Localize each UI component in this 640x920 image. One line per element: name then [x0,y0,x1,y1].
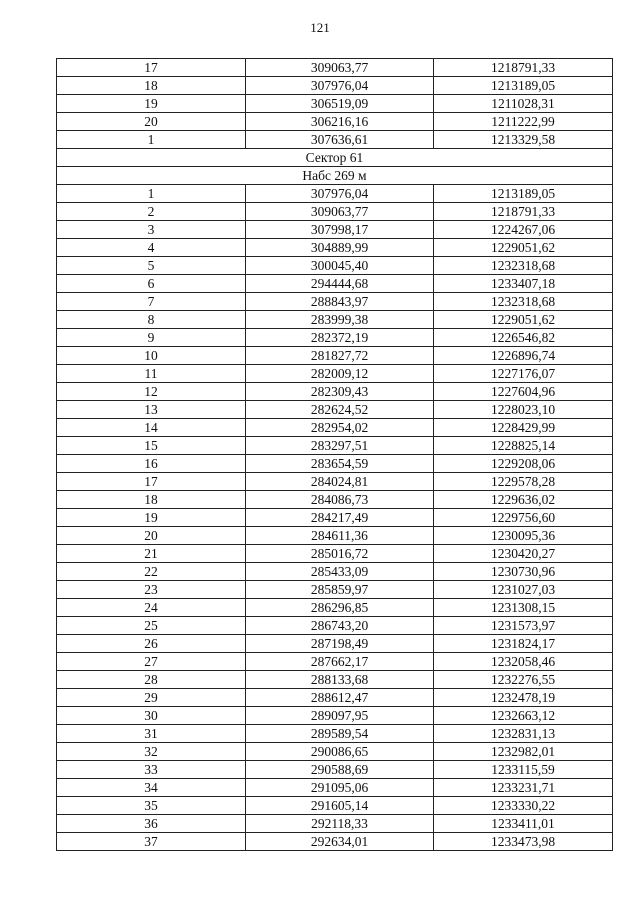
point-number: 20 [57,113,246,131]
table-row [57,743,613,761]
coord-x: 300045,40 [246,257,434,275]
point-number: 29 [57,689,246,707]
coord-y: 1231027,03 [434,581,613,599]
table-row [57,797,613,815]
point-number: 36 [57,815,246,833]
coord-y: 1213189,05 [434,185,613,203]
coord-x: 290588,69 [246,761,434,779]
point-number: 21 [57,545,246,563]
coord-x: 285016,72 [246,545,434,563]
table-row [57,257,613,275]
point-number: 31 [57,725,246,743]
table-row [57,239,613,257]
table-row [57,77,613,95]
point-number: 1 [57,131,246,149]
table-row [57,779,613,797]
table-row [57,545,613,563]
coord-x: 307998,17 [246,221,434,239]
coord-y: 1231308,15 [434,599,613,617]
point-number: 9 [57,329,246,347]
point-number: 11 [57,365,246,383]
point-number: 12 [57,383,246,401]
section-header [57,149,613,185]
coord-y: 1233231,71 [434,779,613,797]
point-number: 5 [57,257,246,275]
point-number: 3 [57,221,246,239]
coord-y: 1213189,05 [434,77,613,95]
coord-y: 1211028,31 [434,95,613,113]
coord-x: 284024,81 [246,473,434,491]
table-row [57,455,613,473]
point-number: 17 [57,473,246,491]
coord-y: 1226896,74 [434,347,613,365]
table-row [57,833,613,851]
point-number: 28 [57,671,246,689]
coord-x: 281827,72 [246,347,434,365]
point-number: 13 [57,401,246,419]
table-row [57,59,613,77]
table-row [57,617,613,635]
point-number: 4 [57,239,246,257]
table-row [57,527,613,545]
coord-x: 291605,14 [246,797,434,815]
coord-y: 1233407,18 [434,275,613,293]
table-row [57,113,613,131]
table-row [57,581,613,599]
coord-y: 1233473,98 [434,833,613,851]
table-row [57,671,613,689]
point-number: 22 [57,563,246,581]
point-number: 14 [57,419,246,437]
point-number: 18 [57,491,246,509]
point-number: 16 [57,455,246,473]
coordinates-table [56,58,613,851]
coord-y: 1227176,07 [434,365,613,383]
coord-y: 1229636,02 [434,491,613,509]
coord-y: 1232276,55 [434,671,613,689]
coord-x: 282309,43 [246,383,434,401]
coord-y: 1231573,97 [434,617,613,635]
point-number: 1 [57,185,246,203]
coord-x: 282954,02 [246,419,434,437]
coord-x: 285859,97 [246,581,434,599]
coord-x: 294444,68 [246,275,434,293]
table-row [57,293,613,311]
coord-y: 1224267,06 [434,221,613,239]
coord-y: 1230730,96 [434,563,613,581]
point-number: 7 [57,293,246,311]
coord-y: 1229578,28 [434,473,613,491]
point-number: 24 [57,599,246,617]
coord-x: 291095,06 [246,779,434,797]
table-row [57,347,613,365]
table-row [57,707,613,725]
point-number: 19 [57,509,246,527]
table-row [57,365,613,383]
coord-y: 1232982,01 [434,743,613,761]
coord-y: 1218791,33 [434,59,613,77]
point-number: 26 [57,635,246,653]
coord-x: 283297,51 [246,437,434,455]
coord-y: 1232318,68 [434,293,613,311]
coord-y: 1230420,27 [434,545,613,563]
point-number: 17 [57,59,246,77]
table-row [57,275,613,293]
table-row [57,815,613,833]
table-row [57,221,613,239]
table-row [57,383,613,401]
table-row [57,599,613,617]
coord-x: 283999,38 [246,311,434,329]
coord-x: 288843,97 [246,293,434,311]
point-number: 8 [57,311,246,329]
coord-x: 289589,54 [246,725,434,743]
table-row [57,563,613,581]
coord-x: 307636,61 [246,131,434,149]
table-row [57,635,613,653]
point-number: 32 [57,743,246,761]
coord-y: 1229756,60 [434,509,613,527]
point-number: 15 [57,437,246,455]
coord-x: 307976,04 [246,77,434,95]
table-row [57,185,613,203]
coord-y: 1232058,46 [434,653,613,671]
coord-x: 288612,47 [246,689,434,707]
table-row [57,419,613,437]
coord-x: 306519,09 [246,95,434,113]
table-body-bottom [57,185,613,851]
coord-y: 1232831,13 [434,725,613,743]
coord-x: 309063,77 [246,203,434,221]
point-number: 27 [57,653,246,671]
table-row [57,203,613,221]
coord-y: 1229208,06 [434,455,613,473]
coord-x: 292634,01 [246,833,434,851]
coord-y: 1232478,19 [434,689,613,707]
coord-y: 1218791,33 [434,203,613,221]
coord-x: 289097,95 [246,707,434,725]
table-row [57,473,613,491]
coord-x: 287662,17 [246,653,434,671]
coord-y: 1213329,58 [434,131,613,149]
table-row [57,437,613,455]
coord-y: 1229051,62 [434,311,613,329]
coord-x: 286743,20 [246,617,434,635]
table-row [57,311,613,329]
coord-x: 282372,19 [246,329,434,347]
point-number: 20 [57,527,246,545]
point-number: 37 [57,833,246,851]
table-row [57,401,613,419]
coord-x: 309063,77 [246,59,434,77]
sector-title: Сектор 61 [57,149,613,167]
table-row [57,761,613,779]
point-number: 2 [57,203,246,221]
nabs-row [57,167,613,185]
coord-x: 290086,65 [246,743,434,761]
point-number: 25 [57,617,246,635]
table-row [57,509,613,527]
coord-y: 1228825,14 [434,437,613,455]
coord-x: 284217,49 [246,509,434,527]
point-number: 30 [57,707,246,725]
coord-y: 1211222,99 [434,113,613,131]
table-row [57,329,613,347]
point-number: 23 [57,581,246,599]
coord-x: 304889,99 [246,239,434,257]
coord-x: 292118,33 [246,815,434,833]
nabs-title: Набс 269 м [57,167,613,185]
coord-x: 284611,36 [246,527,434,545]
coord-y: 1232318,68 [434,257,613,275]
coord-y: 1233330,22 [434,797,613,815]
coord-y: 1232663,12 [434,707,613,725]
point-number: 33 [57,761,246,779]
coord-x: 306216,16 [246,113,434,131]
coord-x: 283654,59 [246,455,434,473]
point-number: 34 [57,779,246,797]
coord-y: 1231824,17 [434,635,613,653]
coord-y: 1230095,36 [434,527,613,545]
coord-x: 307976,04 [246,185,434,203]
table-row [57,725,613,743]
coord-y: 1226546,82 [434,329,613,347]
coord-x: 284086,73 [246,491,434,509]
table-row [57,95,613,113]
table-row [57,491,613,509]
coord-x: 282009,12 [246,365,434,383]
point-number: 19 [57,95,246,113]
coord-y: 1229051,62 [434,239,613,257]
coord-y: 1228023,10 [434,401,613,419]
coord-y: 1233411,01 [434,815,613,833]
table-row [57,689,613,707]
table-row [57,131,613,149]
coord-x: 286296,85 [246,599,434,617]
coord-x: 288133,68 [246,671,434,689]
page-number: 121 [310,20,330,35]
point-number: 18 [57,77,246,95]
table-row [57,653,613,671]
coord-x: 285433,09 [246,563,434,581]
coord-y: 1233115,59 [434,761,613,779]
sector-row [57,149,613,167]
point-number: 10 [57,347,246,365]
coord-x: 282624,52 [246,401,434,419]
coord-y: 1228429,99 [434,419,613,437]
coord-y: 1227604,96 [434,383,613,401]
coord-x: 287198,49 [246,635,434,653]
table-body-top [57,59,613,149]
point-number: 35 [57,797,246,815]
point-number: 6 [57,275,246,293]
